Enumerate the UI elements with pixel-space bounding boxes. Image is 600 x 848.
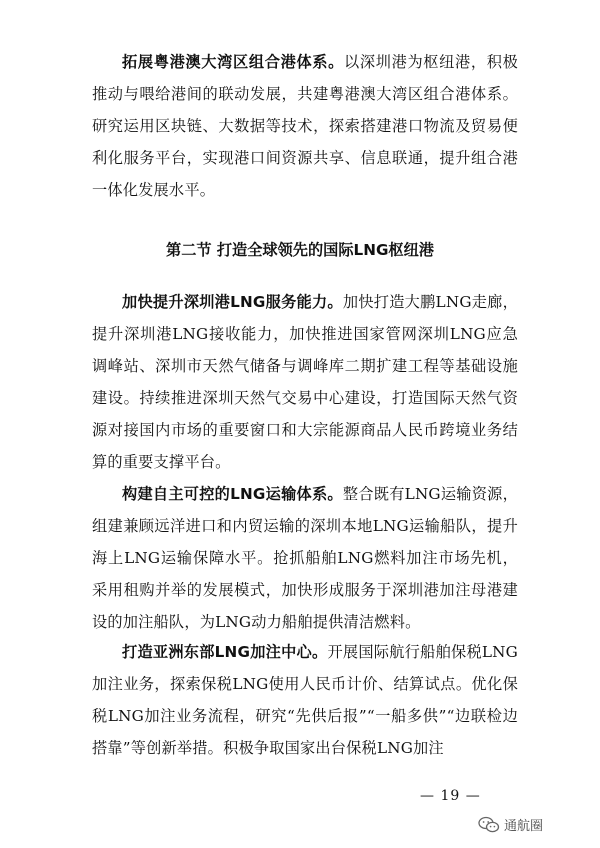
paragraph-body: 开展国际航行船舶保税LNG加注业务，探索保税LNG使用人民币计价、结算试点。优化保税LNG加注业务流程，研究“先供后报”“一船多供”“边联检边搭靠”等创新举措。积极争取国家出台保税LNG加注 xyxy=(92,643,519,757)
paragraph-greater-bay-area xyxy=(92,46,518,206)
paragraph-lead: 打造亚洲东部LNG加注中心。 xyxy=(122,643,328,661)
watermark-label: 通航圈 xyxy=(504,819,544,834)
paragraph-lead: 拓展粤港澳大湾区组合港体系。 xyxy=(122,53,345,71)
paragraph-body: 加快打造大鹏LNG走廊，提升深圳港LNG接收能力，加快推进国家管网深圳LNG应急调峰站、深圳市天然气储备与调峰库二期扩建工程等基础设施建设。持续推进深圳天然气交易中心建设，打造国际天然气资源对接国内市场的重要窗口和大宗能源商品人民币跨境业务结算的重要支撑平台。 xyxy=(92,293,518,471)
section-title: 第二节 打造全球领先的国际LNG枢纽港 xyxy=(166,241,434,259)
paragraph-lng-transport xyxy=(92,478,518,638)
page-number: — 19 — xyxy=(420,788,481,804)
paragraph-body: 整合既有LNG运输资源，组建兼顾远洋进口和内贸运输的深圳本地LNG运输船队，提升海上LNG运输保障水平。抢抓船舶LNG燃料加注市场先机，采用租购并举的发展模式，加快形成服务于深圳港加注母港建设的加注船队，为LNG动力船舶提供清洁燃料。 xyxy=(92,485,518,631)
watermark xyxy=(478,815,543,834)
paragraph-body: 以深圳港为枢纽港，积极推动与喂给港间的联动发展，共建粤港澳大湾区组合港体系。研究运用区块链、大数据等技术，探索搭建港口物流及贸易便利化服务平台，实现港口间资源共享、信息联通，提升组合港一体化发展水平。 xyxy=(92,53,518,199)
wechat-icon xyxy=(478,816,500,834)
paragraph-lng-bunkering xyxy=(92,636,518,764)
paragraph-lead: 构建自主可控的LNG运输体系。 xyxy=(122,485,343,503)
paragraph-lead: 加快提升深圳港LNG服务能力。 xyxy=(122,293,343,311)
paragraph-lng-service xyxy=(92,286,518,478)
